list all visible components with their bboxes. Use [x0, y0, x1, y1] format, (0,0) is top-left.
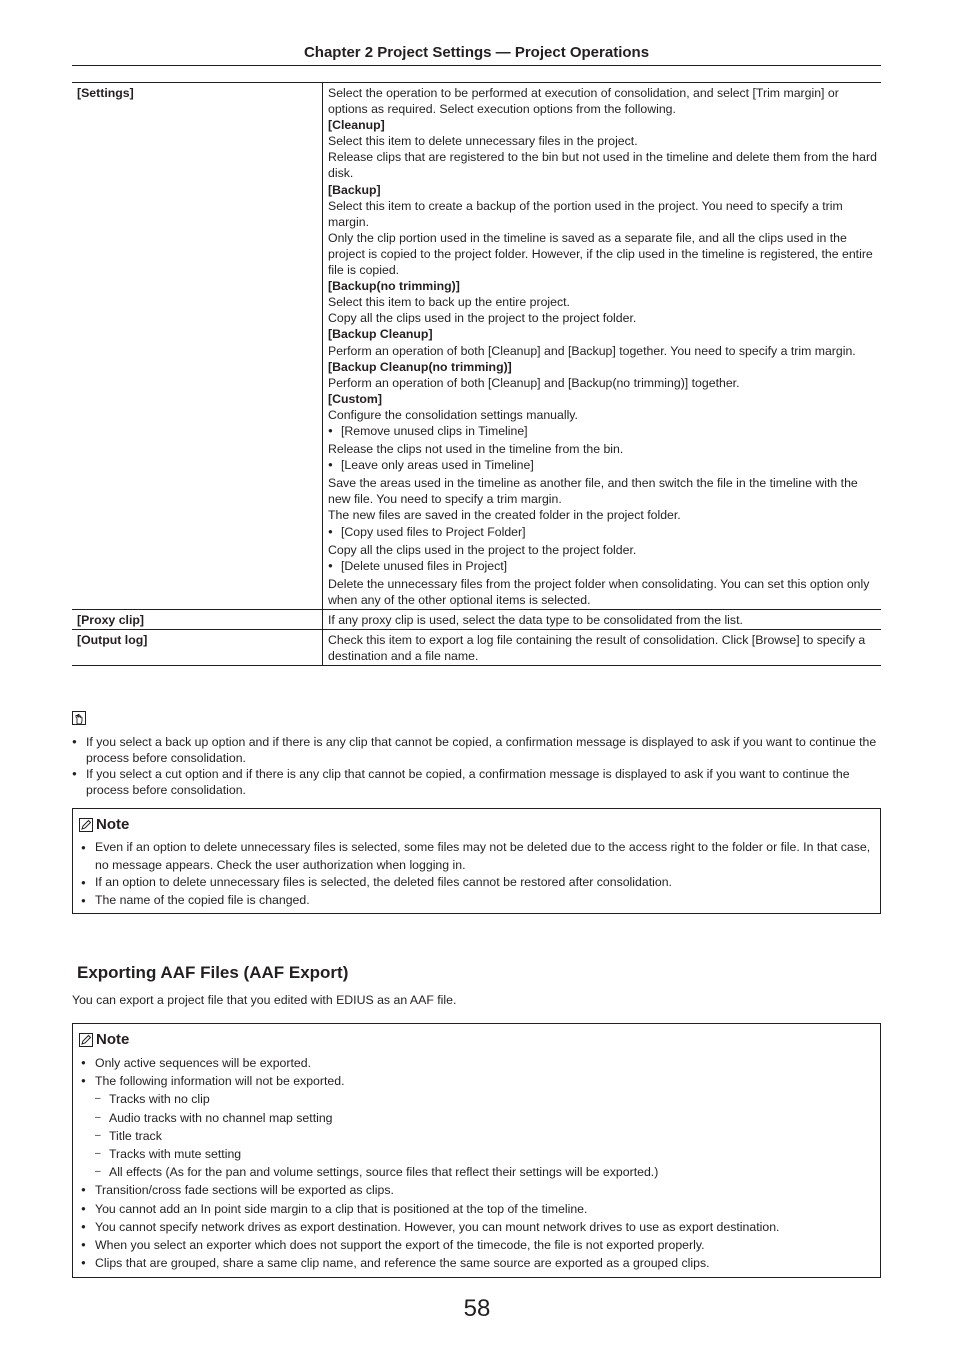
custom-option-bullet: ● [Leave only areas used in Timeline] — [328, 457, 877, 473]
tips-list — [72, 734, 881, 798]
note-heading — [79, 1031, 129, 1048]
desc-line: Copy all the clips used in the project to the project folder. — [328, 311, 637, 326]
option-heading: [Cleanup] — [328, 118, 385, 133]
list-item: ● Only active sequences will be exported. — [81, 1054, 871, 1072]
proxy-clip-description: If any proxy clip is used, select the data type to be consolidated from the list. — [323, 610, 882, 630]
list-item: ● You cannot specify network drives as export destination. However, you can mount network drives to use as export destination. — [81, 1218, 871, 1236]
option-heading: [Backup] — [328, 182, 381, 197]
list-item: ● The name of the copied file is changed. — [81, 892, 871, 910]
settings-table — [72, 82, 881, 666]
desc-line: Perform an operation of both [Cleanup] and [Backup(no trimming)] together. — [328, 375, 740, 390]
table-row — [72, 630, 881, 666]
note-title: Note — [96, 816, 130, 833]
desc-line: Release the clips not used in the timeline from the bin. — [328, 442, 624, 457]
note-list — [81, 1054, 871, 1272]
desc-line: Select the operation to be performed at execution of consolidation, and select [Trim margin] or options as required. Select execution options from the following. — [328, 86, 839, 117]
output-log-key: [Output log] — [72, 630, 323, 666]
desc-line: Only the clip portion used in the timeline is saved as a separate file, and all the clips used in the project is copied to the project folder. However, if the clip used in the timeline is registered, the entire file is copied. — [328, 230, 873, 278]
settings-description — [323, 83, 882, 610]
sub-list-item: – Title track — [81, 1127, 871, 1145]
desc-line: Delete the unnecessary files from the project folder when consolidating. You can set this option only when any of the other optional items is selected. — [328, 576, 870, 607]
section-title: Exporting AAF Files (AAF Export) — [77, 963, 349, 982]
desc-line: Select this item to back up the entire project. — [328, 295, 570, 310]
table-row — [72, 83, 881, 610]
note-pencil-icon — [79, 818, 93, 832]
list-item: ● The following information will not be exported. — [81, 1072, 871, 1090]
note-title: Note — [96, 1031, 130, 1048]
chapter-header: Chapter 2 Project Settings — Project Operations — [303, 44, 650, 61]
list-item: ● If an option to delete unnecessary files is selected, the deleted files cannot be restored after consolidation. — [81, 874, 871, 892]
sub-list-item: – Tracks with no clip — [81, 1090, 871, 1108]
list-item: ● Clips that are grouped, share a same clip name, and reference the same source are exported as a grouped clips. — [81, 1254, 871, 1272]
option-heading: [Backup(no trimming)] — [328, 279, 460, 294]
settings-key: [Settings] — [72, 83, 323, 610]
sub-list-item: – Tracks with mute setting — [81, 1145, 871, 1163]
desc-line: Configure the consolidation settings manually. — [328, 407, 578, 422]
desc-line: Copy all the clips used in the project to the project folder. — [328, 542, 637, 557]
sub-list-item: – Audio tracks with no channel map setting — [81, 1109, 871, 1127]
tip-hand-icon — [72, 711, 86, 725]
option-heading: [Backup Cleanup(no trimming)] — [328, 359, 512, 374]
desc-line: Release clips that are registered to the bin but not used in the timeline and delete them from the hard disk. — [328, 150, 877, 181]
list-item: ● When you select an exporter which does not support the export of the timecode, the file is not exported properly. — [81, 1236, 871, 1254]
page-number: 58 — [463, 1295, 491, 1322]
note-pencil-icon — [79, 1033, 93, 1047]
list-item: ● Even if an option to delete unnecessary files is selected, some files may not be deleted due to the access right to the folder or file. In that case, no message appears. Check the user authorization when logging in. — [81, 839, 871, 874]
custom-option-bullet: ● [Copy used files to Project Folder] — [328, 524, 877, 540]
custom-option-bullet: ● [Remove unused clips in Timeline] — [328, 423, 877, 439]
desc-line: Save the areas used in the timeline as another file, and then switch the file in the timeline with the new file. You need to specify a trim margin. — [328, 476, 858, 507]
list-item: ● If you select a back up option and if there is any clip that cannot be copied, a confirmation message is displayed to ask if you want to continue the process before consolidation. — [72, 734, 881, 766]
desc-line: Perform an operation of both [Cleanup] and [Backup] together. You need to specify a trim margin. — [328, 343, 856, 358]
note-box-aaf — [72, 1023, 881, 1278]
sub-list-item: – All effects (As for the pan and volume settings, source files that reflect their settings will be exported.) — [81, 1163, 871, 1181]
output-log-description: Check this item to export a log file containing the result of consolidation. Click [Browse] to specify a destination and a file name. — [323, 630, 882, 666]
section-intro: You can export a project file that you edited with EDIUS as an AAF file. — [72, 993, 457, 1007]
list-item: ● You cannot add an In point side margin to a clip that is positioned at the top of the timeline. — [81, 1200, 871, 1218]
desc-line: Select this item to create a backup of the portion used in the project. You need to specify a trim margin. — [328, 198, 843, 229]
desc-line: Select this item to delete unnecessary files in the project. — [328, 134, 638, 149]
table-row — [72, 610, 881, 630]
desc-line: The new files are saved in the created folder in the project folder. — [328, 508, 681, 523]
custom-option-bullet: ● [Delete unused files in Project] — [328, 558, 877, 574]
proxy-clip-key: [Proxy clip] — [72, 610, 323, 630]
option-heading: [Custom] — [328, 391, 382, 406]
list-item: ● Transition/cross fade sections will be exported as clips. — [81, 1181, 871, 1199]
option-heading: [Backup Cleanup] — [328, 327, 433, 342]
note-heading — [79, 816, 129, 833]
list-item: ● If you select a cut option and if there is any clip that cannot be copied, a confirmation message is displayed to ask if you want to continue the process before consolidation. — [72, 766, 881, 798]
note-box-consolidation — [72, 808, 881, 914]
header-rule — [72, 65, 881, 66]
note-list — [81, 839, 871, 910]
